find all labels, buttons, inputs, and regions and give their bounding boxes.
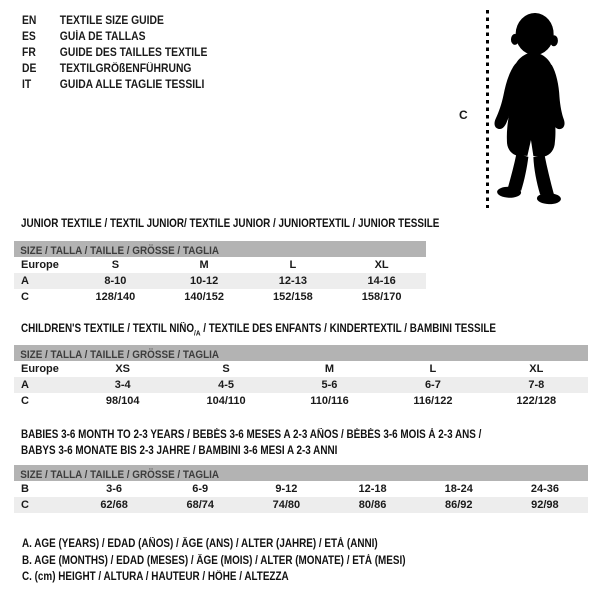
- height-dashed-line: [486, 10, 489, 208]
- table-row: [14, 289, 426, 305]
- junior-table-rows: [14, 257, 426, 305]
- row-label-cell: A: [21, 379, 29, 391]
- size-header-bar: [14, 241, 426, 257]
- row-label-cell: C: [21, 395, 29, 407]
- size-header-label: SIZE / TALLA / TAILLE / GRÖSSE / TAGLIA: [20, 349, 220, 361]
- size-value-cell: 92/98: [531, 499, 559, 511]
- size-value-cell: XL: [529, 363, 544, 375]
- table-title-text: BABIES 3-6 MONTH TO 2-3 YEARS / BEBÉS 3-6 MESES A 2-3 AÑOS / BÉBÉS 3-6 MOIS À 2-3 ANS /: [21, 429, 482, 441]
- size-header-label: SIZE / TALLA / TAILLE / GRÖSSE / TAGLIA: [20, 245, 220, 257]
- size-header-label: SIZE / TALLA / TAILLE / GRÖSSE / TAGLIA: [20, 469, 220, 481]
- size-value-cell: 6-7: [424, 379, 441, 391]
- size-value-cell: 7-8: [528, 379, 545, 391]
- row-label-cell: C: [21, 499, 29, 511]
- footnote: B. AGE (MONTHS) / EDAD (MESES) / ÂGE (MOIS) / ALTER (MONATE) / ETÀ (MESI): [22, 554, 406, 567]
- language-code: ES: [22, 31, 36, 43]
- row-label-cell: C: [21, 291, 29, 303]
- size-value-cell: L: [429, 363, 437, 375]
- table-row: [14, 497, 588, 513]
- size-value-cell: M: [324, 363, 335, 375]
- language-list: [22, 13, 228, 93]
- table-title-text: JUNIOR TEXTILE / TEXTIL JUNIOR/ TEXTILE JUNIOR / JUNIORTEXTIL / JUNIOR TESSILE: [21, 218, 440, 230]
- size-value-cell: 116/122: [413, 395, 453, 407]
- size-value-cell: S: [222, 363, 230, 375]
- table-title-text: BABYS 3-6 MONATE BIS 2-3 JAHRE / BAMBINI 3-6 MESI A 2-3 ANNI: [21, 445, 338, 457]
- table-row: [14, 377, 588, 393]
- language-row: [22, 45, 207, 61]
- size-value-cell: 4-5: [218, 379, 235, 391]
- table-row: [14, 361, 588, 377]
- table-row: [14, 257, 426, 273]
- size-value-cell: 10-12: [190, 275, 219, 287]
- language-row: [22, 61, 207, 77]
- table-title-text: CHILDREN'S TEXTILE / TEXTIL NIÑO: [21, 323, 195, 335]
- size-value-cell: L: [289, 259, 297, 271]
- table-row: [14, 393, 588, 409]
- language-row: [22, 13, 207, 29]
- size-value-cell: 152/158: [272, 291, 313, 303]
- baby-silhouette-icon: [492, 10, 574, 208]
- row-label-cell: Europe: [21, 259, 59, 271]
- size-value-cell: 6-9: [192, 483, 209, 495]
- language-title: GUÍA DE TALLAS: [59, 31, 146, 43]
- language-title: GUIDA ALLE TAGLIE TESSILI: [59, 79, 205, 91]
- size-value-cell: 158/170: [361, 291, 402, 303]
- language-title: TEXTILE SIZE GUIDE: [59, 15, 164, 27]
- size-value-cell: 86/92: [444, 499, 473, 511]
- size-value-cell: M: [199, 259, 209, 271]
- language-code: IT: [22, 79, 32, 91]
- language-code: FR: [22, 47, 36, 59]
- row-label-cell: Europe: [21, 363, 59, 375]
- size-header-bar: [14, 465, 588, 481]
- size-value-cell: 12-13: [278, 275, 307, 287]
- size-value-cell: 62/68: [100, 499, 128, 511]
- size-value-cell: 18-24: [444, 483, 473, 495]
- size-value-cell: S: [111, 259, 120, 271]
- size-value-cell: 3-4: [114, 379, 131, 391]
- size-value-cell: 98/104: [105, 395, 140, 407]
- size-value-cell: 8-10: [104, 275, 127, 287]
- size-value-cell: XL: [374, 259, 389, 271]
- size-value-cell: 122/128: [516, 395, 557, 407]
- size-value-cell: 14-16: [367, 275, 396, 287]
- table-title-line: [21, 216, 439, 232]
- size-value-cell: 110/116: [310, 395, 349, 407]
- size-value-cell: XS: [115, 363, 131, 375]
- language-code: EN: [22, 15, 37, 27]
- height-label-c: C: [459, 108, 468, 122]
- language-row: [22, 77, 207, 93]
- language-title: GUIDE DES TAILLES TEXTILE: [59, 47, 208, 59]
- table-title-line: [21, 321, 496, 341]
- language-code: DE: [22, 63, 37, 75]
- table-title-line: [21, 443, 481, 459]
- size-value-cell: 68/74: [186, 499, 214, 511]
- size-value-cell: 12-18: [358, 483, 387, 495]
- size-value-cell: 5-6: [321, 379, 338, 391]
- children-table-title: [21, 321, 573, 341]
- size-header-bar: [14, 345, 588, 361]
- language-row: [22, 29, 207, 45]
- children-table-rows: [14, 361, 588, 409]
- size-value-cell: 128/140: [95, 291, 136, 303]
- size-value-cell: 140/152: [184, 291, 224, 303]
- row-label-cell: A: [21, 275, 29, 287]
- babies-table-title: [21, 427, 556, 459]
- table-title-text: /A: [194, 328, 201, 338]
- size-value-cell: 74/80: [272, 499, 301, 511]
- size-value-cell: 9-12: [275, 483, 298, 495]
- junior-table-title: [21, 216, 507, 232]
- language-title: TEXTILGRÖßENFÜHRUNG: [59, 63, 192, 75]
- row-label-cell: B: [21, 483, 29, 495]
- table-title-line: [21, 427, 481, 443]
- babies-table-rows: [14, 481, 588, 513]
- table-row: [14, 481, 588, 497]
- size-value-cell: 104/110: [206, 395, 246, 407]
- table-title-text: / TEXTILE DES ENFANTS / KINDERTEXTIL / BAMBINI TESSILE: [200, 323, 496, 335]
- size-value-cell: 80/86: [358, 499, 387, 511]
- footnote: C. (cm) HEIGHT / ALTURA / HAUTEUR / HÖHE / ALTEZZA: [22, 571, 289, 583]
- size-value-cell: 24-36: [530, 483, 559, 495]
- size-value-cell: 3-6: [106, 483, 123, 495]
- table-row: [14, 273, 426, 289]
- footnote-legend: [22, 536, 468, 586]
- footnote: A. AGE (YEARS) / EDAD (AÑOS) / ÂGE (ANS) / ALTER (JAHRE) / ETÀ (ANNI): [22, 538, 378, 550]
